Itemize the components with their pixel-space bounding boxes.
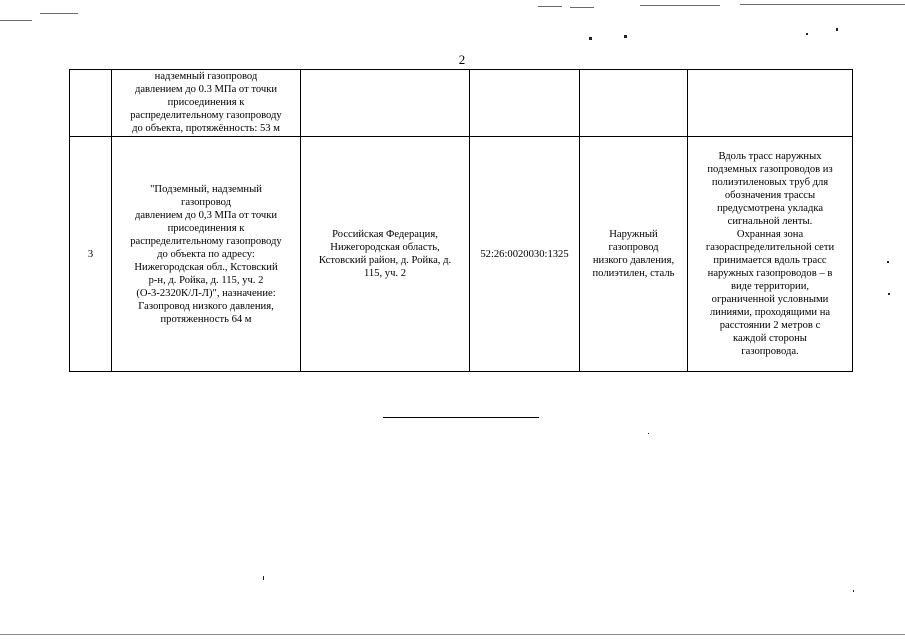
scan-speck xyxy=(624,35,627,38)
cell-row-number xyxy=(70,70,112,137)
cell-object-description: "Подземный, надземный газопровод давлением до 0,3 МПа от точки присоединения к распределительному газопроводу до объекта по адресу: Нижегородская обл., Кстовский р-н, д. Ройка, д. 115, уч. 2 (О-3-2320К/Л-Л)", назначение: Газопровод низкого давления, протяженность 64 м xyxy=(112,137,301,372)
cell-encumbrance xyxy=(688,70,853,137)
scan-speck xyxy=(589,37,592,40)
gas-pipeline-table xyxy=(69,69,853,372)
cell-characteristics xyxy=(580,70,688,137)
scan-artifact-line xyxy=(640,5,720,6)
closing-separator-line xyxy=(383,417,539,418)
cell-address xyxy=(301,70,470,137)
cell-cadastral-number: 52:26:0020030:1325 xyxy=(470,137,580,372)
scan-speck xyxy=(263,576,264,580)
cell-row-number: 3 xyxy=(70,137,112,372)
scan-artifact-line xyxy=(0,20,32,21)
scan-artifact-line xyxy=(40,13,78,14)
scan-artifact-line xyxy=(538,6,562,7)
cell-cadastral-number xyxy=(470,70,580,137)
scan-speck xyxy=(853,590,854,592)
scan-artifact-line xyxy=(740,4,905,5)
scan-speck xyxy=(648,433,649,434)
scan-speck xyxy=(888,293,890,295)
scan-speck xyxy=(836,28,838,31)
cell-characteristics: Наружный газопровод низкого давления, полиэтилен, сталь xyxy=(580,137,688,372)
scan-speck xyxy=(887,261,889,263)
cell-object-description: надземный газопровод давлением до 0.3 МПа от точки присоединения к распределительному газопроводу до объекта, протяжённость: 53 м xyxy=(112,70,301,137)
cell-address: Российская Федерация, Нижегородская область, Кстовский район, д. Ройка, д. 115, уч. 2 xyxy=(301,137,470,372)
table-row xyxy=(70,70,853,137)
page-number: 2 xyxy=(458,52,466,67)
table-row xyxy=(70,137,853,372)
cell-encumbrance: Вдоль трасс наружных подземных газопроводов из полиэтиленовых труб для обозначения трассы предусмотрена укладка сигнальной ленты. Охранная зона газораспределительной сети принимается вдоль трасс наружных газопроводов – в виде территории, ограниченной условными линиями, проходящими на расстоянии 2 метров с каждой стороны газопровода. xyxy=(688,137,853,372)
scan-artifact-line xyxy=(0,634,905,635)
scan-speck xyxy=(806,33,808,35)
scan-artifact-line xyxy=(570,7,594,8)
